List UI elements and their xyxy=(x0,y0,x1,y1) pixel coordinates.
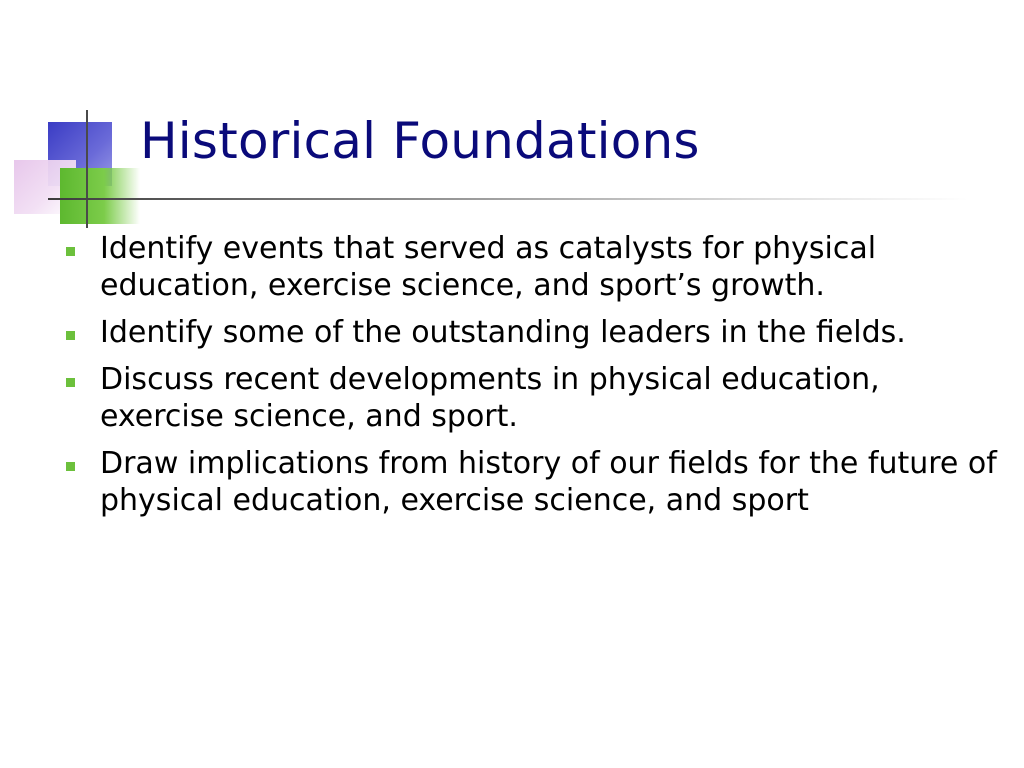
title-underline xyxy=(48,198,968,200)
square-bullet-icon xyxy=(66,462,75,471)
square-bullet-icon xyxy=(66,247,75,256)
green-square xyxy=(60,168,140,224)
bullet-item xyxy=(60,361,1000,435)
decorative-squares-logo xyxy=(0,0,150,240)
bullet-list xyxy=(60,230,1000,529)
bullet-text: Identify some of the outstanding leaders in the fields. xyxy=(100,315,906,350)
square-bullet-icon xyxy=(66,331,75,340)
bullet-text: Discuss recent developments in physical education, exercise science, and sport. xyxy=(100,362,880,434)
square-bullet-icon xyxy=(66,378,75,387)
bullet-text: Identify events that served as catalysts for physical education, exercise science, and sport’s growth. xyxy=(100,231,877,303)
slide-title: Historical Foundations xyxy=(140,112,700,170)
bullet-item xyxy=(60,314,1000,351)
bullet-item xyxy=(60,230,1000,304)
vertical-rule xyxy=(86,110,88,228)
bullet-text: Draw implications from history of our fields for the future of physical education, exercise science, and sport xyxy=(100,446,997,518)
bullet-item xyxy=(60,445,1000,519)
